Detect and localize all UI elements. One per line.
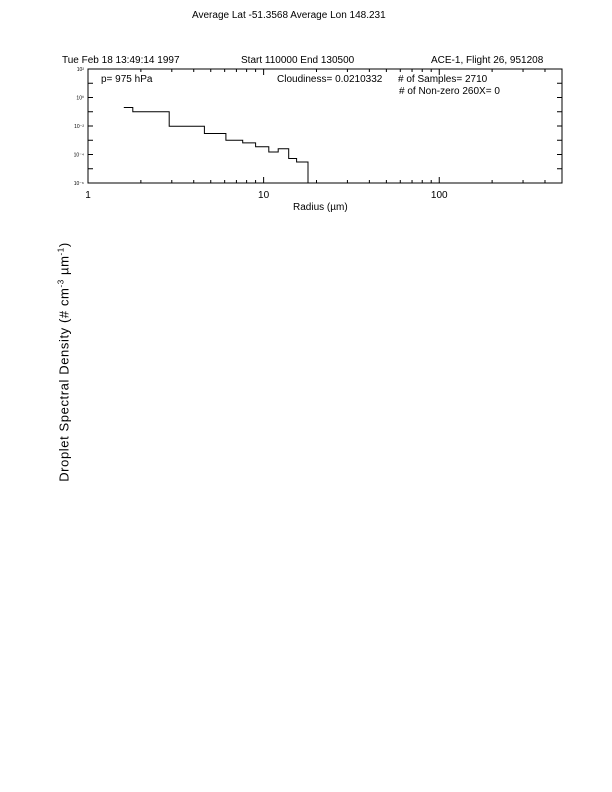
nonzero-text: # of Non-zero 260X= 0 bbox=[399, 86, 500, 97]
average-lat-lon: Average Lat -51.3568 Average Lon 148.231 bbox=[192, 10, 386, 21]
flight-text: ACE-1, Flight 26, 951208 bbox=[431, 55, 544, 66]
x-tick-label: 100 bbox=[430, 190, 448, 201]
axes-layer bbox=[74, 67, 562, 201]
x-axis-label: Radius (µm) bbox=[293, 202, 348, 213]
y-tick-label: 10⁰ bbox=[76, 95, 84, 102]
cloudiness-text: Cloudiness= 0.0210332 bbox=[277, 74, 383, 85]
y-tick-label: 10⁻² bbox=[74, 124, 84, 130]
y-axis-label: Droplet Spectral Density (# $cm^{-3}$ µm$^{-1}$) bbox=[56, 242, 72, 482]
x-tick-label: 1 bbox=[85, 190, 91, 201]
samples-text: # of Samples= 2710 bbox=[398, 74, 488, 85]
plot-frame bbox=[88, 69, 562, 183]
y-tick-label: 10⁻⁴ bbox=[73, 152, 84, 159]
start-end-text: Start 110000 End 130500 bbox=[241, 55, 355, 66]
spectrum-series-line bbox=[124, 108, 315, 184]
y-tick-label: 10⁻⁶ bbox=[73, 181, 84, 187]
y-tick-label: 10² bbox=[76, 67, 84, 73]
x-tick-label: 10 bbox=[258, 190, 270, 201]
pressure-text: p= 975 hPa bbox=[101, 74, 153, 85]
date-text: Tue Feb 18 13:49:14 1997 bbox=[62, 55, 180, 66]
series-layer bbox=[124, 108, 315, 184]
